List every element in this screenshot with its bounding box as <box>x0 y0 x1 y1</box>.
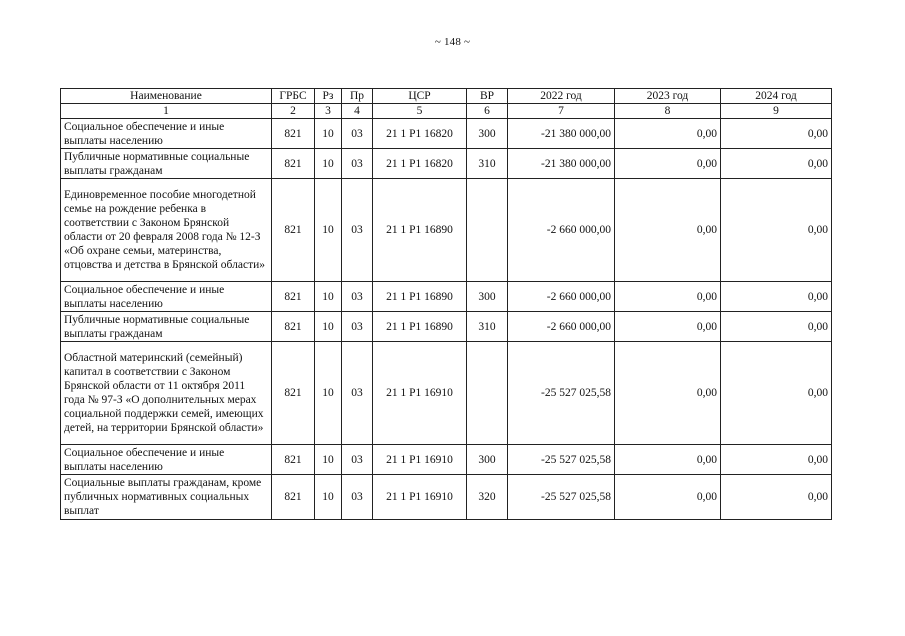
cell-2024: 0,00 <box>721 282 832 312</box>
cell-pr: 03 <box>342 342 373 445</box>
table-row <box>61 312 832 342</box>
cell-grbs: 821 <box>272 282 315 312</box>
cell-2023: 0,00 <box>615 342 721 445</box>
cell-rz: 10 <box>315 282 342 312</box>
cell-2023: 0,00 <box>615 475 721 520</box>
col-number: 3 <box>315 104 342 119</box>
cell-grbs: 821 <box>272 342 315 445</box>
col-number: 9 <box>721 104 832 119</box>
col-number: 8 <box>615 104 721 119</box>
cell-csr: 21 1 P1 16910 <box>373 445 467 475</box>
cell-csr: 21 1 P1 16910 <box>373 342 467 445</box>
cell-rz: 10 <box>315 149 342 179</box>
cell-csr: 21 1 P1 16890 <box>373 179 467 282</box>
page-number: ~ 148 ~ <box>434 36 471 48</box>
cell-rz: 10 <box>315 119 342 149</box>
cell-csr: 21 1 P1 16910 <box>373 475 467 520</box>
cell-vr: 310 <box>467 149 508 179</box>
cell-2023: 0,00 <box>615 445 721 475</box>
col-header-pr: Пр <box>342 89 373 104</box>
cell-name: Социальные выплаты гражданам, кроме публичных нормативных социальных выплат <box>61 475 272 520</box>
col-header-grbs: ГРБС <box>272 89 315 104</box>
cell-2022: -2 660 000,00 <box>508 179 615 282</box>
cell-name: Единовременное пособие многодетной семье на рождение ребенка в соответствии с Законом Брянской области от 20 февраля 2008 года № 12-З «Об охране семьи, материнства, отцовства и детства в Брянской области» <box>61 179 272 282</box>
col-header-csr: ЦСР <box>373 89 467 104</box>
cell-name: Областной материнский (семейный) капитал в соответствии с Законом Брянской области от 11 октября 2011 года № 97-З «О дополнительных мерах социальной поддержки семей, имеющих детей, на территории Брянской области» <box>61 342 272 445</box>
table-row <box>61 282 832 312</box>
cell-2024: 0,00 <box>721 149 832 179</box>
table-row <box>61 119 832 149</box>
col-header-2024: 2024 год <box>721 89 832 104</box>
cell-2022: -21 380 000,00 <box>508 119 615 149</box>
cell-vr: 300 <box>467 282 508 312</box>
cell-pr: 03 <box>342 149 373 179</box>
cell-2024: 0,00 <box>721 445 832 475</box>
table-row <box>61 149 832 179</box>
cell-2023: 0,00 <box>615 179 721 282</box>
col-number: 2 <box>272 104 315 119</box>
cell-2022: -25 527 025,58 <box>508 475 615 520</box>
cell-pr: 03 <box>342 119 373 149</box>
cell-grbs: 821 <box>272 445 315 475</box>
cell-2023: 0,00 <box>615 312 721 342</box>
cell-rz: 10 <box>315 342 342 445</box>
cell-rz: 10 <box>315 312 342 342</box>
col-header-name: Наименование <box>61 89 272 104</box>
header-row <box>61 89 832 104</box>
table-row <box>61 342 832 445</box>
cell-2024: 0,00 <box>721 475 832 520</box>
table-row <box>61 179 832 282</box>
cell-grbs: 821 <box>272 119 315 149</box>
col-header-vr: ВР <box>467 89 508 104</box>
cell-2023: 0,00 <box>615 149 721 179</box>
col-number: 5 <box>373 104 467 119</box>
cell-csr: 21 1 P1 16890 <box>373 282 467 312</box>
cell-grbs: 821 <box>272 312 315 342</box>
table-row <box>61 475 832 520</box>
cell-pr: 03 <box>342 179 373 282</box>
col-number: 7 <box>508 104 615 119</box>
cell-csr: 21 1 P1 16820 <box>373 149 467 179</box>
cell-rz: 10 <box>315 475 342 520</box>
cell-pr: 03 <box>342 475 373 520</box>
cell-vr <box>467 179 508 282</box>
cell-2024: 0,00 <box>721 342 832 445</box>
col-number: 1 <box>61 104 272 119</box>
cell-2022: -25 527 025,58 <box>508 445 615 475</box>
cell-name: Социальное обеспечение и иные выплаты населению <box>61 445 272 475</box>
cell-rz: 10 <box>315 445 342 475</box>
cell-pr: 03 <box>342 312 373 342</box>
cell-2024: 0,00 <box>721 179 832 282</box>
cell-name: Публичные нормативные социальные выплаты гражданам <box>61 312 272 342</box>
cell-vr: 310 <box>467 312 508 342</box>
cell-csr: 21 1 P1 16820 <box>373 119 467 149</box>
col-header-rz: Рз <box>315 89 342 104</box>
cell-2024: 0,00 <box>721 312 832 342</box>
cell-vr: 320 <box>467 475 508 520</box>
cell-2022: -25 527 025,58 <box>508 342 615 445</box>
budget-table <box>60 88 832 520</box>
cell-csr: 21 1 P1 16890 <box>373 312 467 342</box>
table-row <box>61 445 832 475</box>
cell-2022: -21 380 000,00 <box>508 149 615 179</box>
cell-vr <box>467 342 508 445</box>
cell-name: Социальное обеспечение и иные выплаты населению <box>61 282 272 312</box>
cell-rz: 10 <box>315 179 342 282</box>
column-number-row <box>61 104 832 119</box>
col-number: 6 <box>467 104 508 119</box>
cell-pr: 03 <box>342 445 373 475</box>
cell-vr: 300 <box>467 445 508 475</box>
cell-name: Публичные нормативные социальные выплаты гражданам <box>61 149 272 179</box>
cell-2023: 0,00 <box>615 282 721 312</box>
col-header-2023: 2023 год <box>615 89 721 104</box>
cell-name: Социальное обеспечение и иные выплаты населению <box>61 119 272 149</box>
cell-vr: 300 <box>467 119 508 149</box>
cell-2022: -2 660 000,00 <box>508 312 615 342</box>
cell-grbs: 821 <box>272 475 315 520</box>
col-number: 4 <box>342 104 373 119</box>
cell-2023: 0,00 <box>615 119 721 149</box>
cell-grbs: 821 <box>272 179 315 282</box>
cell-pr: 03 <box>342 282 373 312</box>
cell-2022: -2 660 000,00 <box>508 282 615 312</box>
cell-grbs: 821 <box>272 149 315 179</box>
col-header-2022: 2022 год <box>508 89 615 104</box>
cell-2024: 0,00 <box>721 119 832 149</box>
